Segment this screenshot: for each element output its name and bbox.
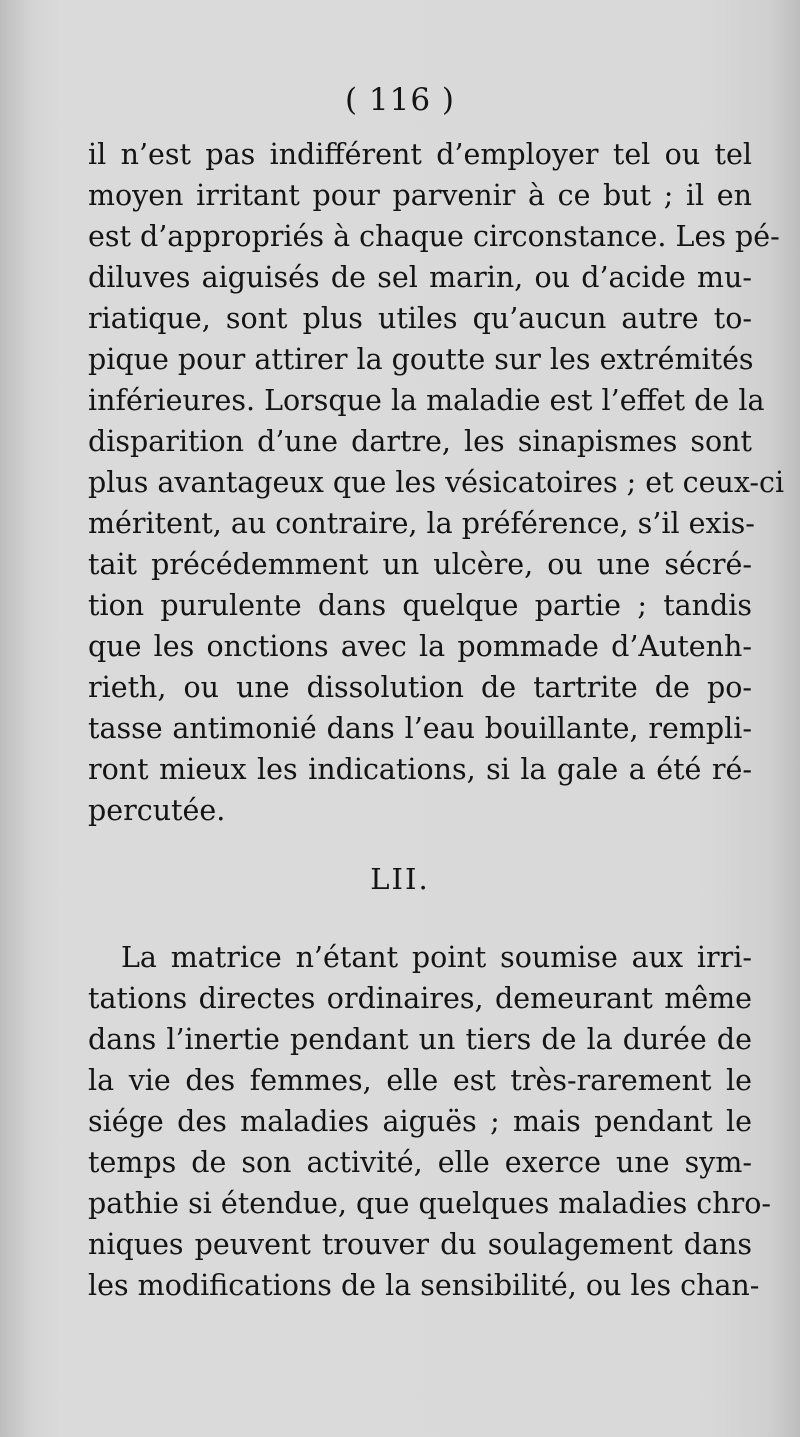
text-line: pique pour attirer la goutte sur les extrémités [88, 343, 754, 376]
text-line: la vie des femmes, elle est très-rarement le [88, 1064, 752, 1097]
text-line: pathie si étendue, que quelques maladies chro- [88, 1187, 772, 1220]
text-line: tations directes ordinaires, demeurant même [88, 982, 752, 1015]
text-line: La matrice n’étant point soumise aux irri- [121, 941, 752, 974]
text-line: rieth, ou une dissolution de tartrite de po- [88, 671, 752, 704]
paragraph-2 [88, 937, 772, 1306]
text-line: riatique, sont plus utiles qu’aucun autre to- [88, 302, 752, 335]
text-line: méritent, au contraire, la préférence, s’il exis- [88, 507, 755, 540]
text-line: siége des maladies aiguës ; mais pendant le [88, 1105, 752, 1138]
paragraph-1 [88, 134, 785, 831]
text-line: temps de son activité, elle exerce une sym- [88, 1146, 752, 1179]
text-line: ront mieux les indications, si la gale a été ré- [88, 753, 752, 786]
text-line: tait précédemment un ulcère, ou une sécré- [88, 548, 752, 581]
text-line: percutée. [88, 794, 226, 827]
text-line: diluves aiguisés de sel marin, ou d’acide mu- [88, 261, 752, 294]
text-line: dans l’inertie pendant un tiers de la durée de [88, 1023, 752, 1056]
text-line: est d’appropriés à chaque circonstance. Les pé- [88, 220, 780, 253]
text-line: tasse antimonié dans l’eau bouillante, rempli- [88, 712, 752, 745]
section-heading: LII. [370, 862, 430, 896]
text-line: plus avantageux que les vésicatoires ; et ceux-ci [88, 466, 785, 499]
text-line: que les onctions avec la pommade d’Autenh- [88, 630, 752, 663]
text-line: il n’est pas indifférent d’employer tel ou tel [88, 138, 752, 171]
text-line: disparition d’une dartre, les sinapismes sont [88, 425, 752, 458]
page-number: ( 116 ) [344, 82, 456, 118]
text-line: niques peuvent trouver du soulagement dans [88, 1228, 752, 1261]
text-line: tion purulente dans quelque partie ; tandis [88, 589, 752, 622]
text-line: moyen irritant pour parvenir à ce but ; il en [88, 179, 752, 212]
text-line: les modifications de la sensibilité, ou les chan- [88, 1269, 760, 1302]
text-line: inférieures. Lorsque la maladie est l’effet de la [88, 384, 765, 417]
